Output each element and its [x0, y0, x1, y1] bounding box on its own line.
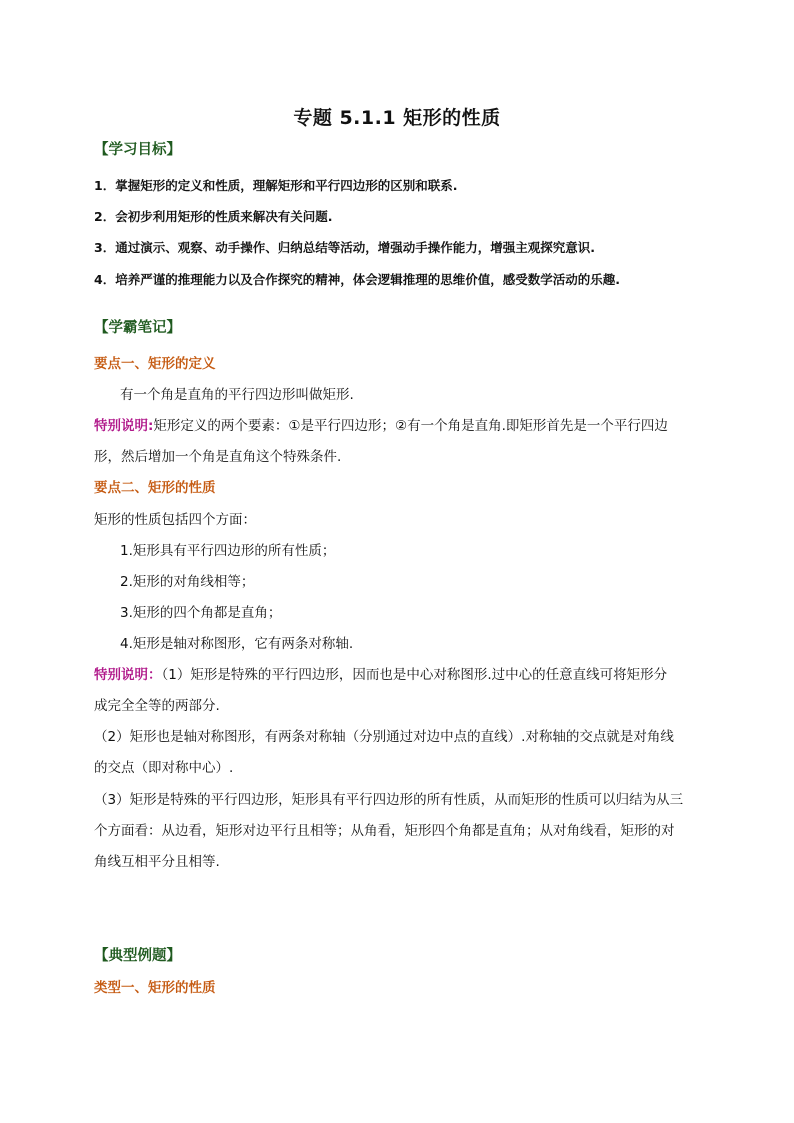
objectives-heading: 【学习目标】 [94, 142, 181, 158]
special-note-label: 特别说明: [94, 418, 154, 434]
special-note-label: 特别说明： [94, 667, 162, 683]
special-note-line: 成完全全等的两部分. [94, 698, 220, 714]
special-note-line: （3）矩形是特殊的平行四边形，矩形具有平行四边形的所有性质，从而矩形的性质可以归结为从三 [94, 792, 684, 808]
property-item-4: 4.矩形是轴对称图形，它有两条对称轴. [120, 636, 354, 652]
special-note-2 [94, 663, 667, 683]
example-type-1-heading: 类型一、矩形的性质 [94, 980, 216, 996]
special-note-line: 个方面看：从边看，矩形对边平行且相等；从角看，矩形四个角都是直角；从对角线看，矩形的对 [94, 823, 675, 839]
properties-intro: 矩形的性质包括四个方面： [94, 512, 256, 528]
objective-item-3: 3．通过演示、观察、动手操作、归纳总结等活动，增强动手操作能力，增强主观探究意识. [94, 240, 595, 255]
page-title: 专题 5.1.1 矩形的性质 [293, 107, 501, 129]
objective-item-2: 2．会初步利用矩形的性质来解决有关问题. [94, 209, 333, 224]
special-note-line: 角线互相平分且相等. [94, 854, 220, 870]
objective-item-1: 1．掌握矩形的定义和性质，理解矩形和平行四边形的区别和联系. [94, 178, 458, 193]
special-note-line: （2）矩形也是轴对称图形，有两条对称轴（分别通过对边中点的直线）.对称轴的交点就是对角线 [94, 729, 674, 745]
point1-heading: 要点一、矩形的定义 [94, 356, 216, 372]
property-item-2: 2.矩形的对角线相等； [120, 574, 255, 590]
special-note-line: 的交点（即对称中心）. [94, 760, 234, 776]
definition-text: 有一个角是直角的平行四边形叫做矩形. [120, 387, 354, 403]
special-note-text: 矩形定义的两个要素：①是平行四边形；②有一个角是直角.即矩形首先是一个平行四边 [153, 418, 668, 434]
examples-heading: 【典型例题】 [94, 948, 181, 964]
notes-heading: 【学霸笔记】 [94, 320, 181, 336]
special-note-text: （1）矩形是特殊的平行四边形，因而也是中心对称图形.过中心的任意直线可将矩形分 [161, 667, 668, 683]
objective-item-4: 4．培养严谨的推理能力以及合作探究的精神，体会逻辑推理的思维价值，感受数学活动的乐趣. [94, 272, 620, 287]
property-item-1: 1.矩形具有平行四边形的所有性质； [120, 543, 336, 559]
special-note-1-cont: 形，然后增加一个角是直角这个特殊条件. [94, 449, 342, 465]
property-item-3: 3.矩形的四个角都是直角； [120, 605, 282, 621]
point2-heading: 要点二、矩形的性质 [94, 480, 216, 496]
special-note-1 [94, 414, 668, 434]
